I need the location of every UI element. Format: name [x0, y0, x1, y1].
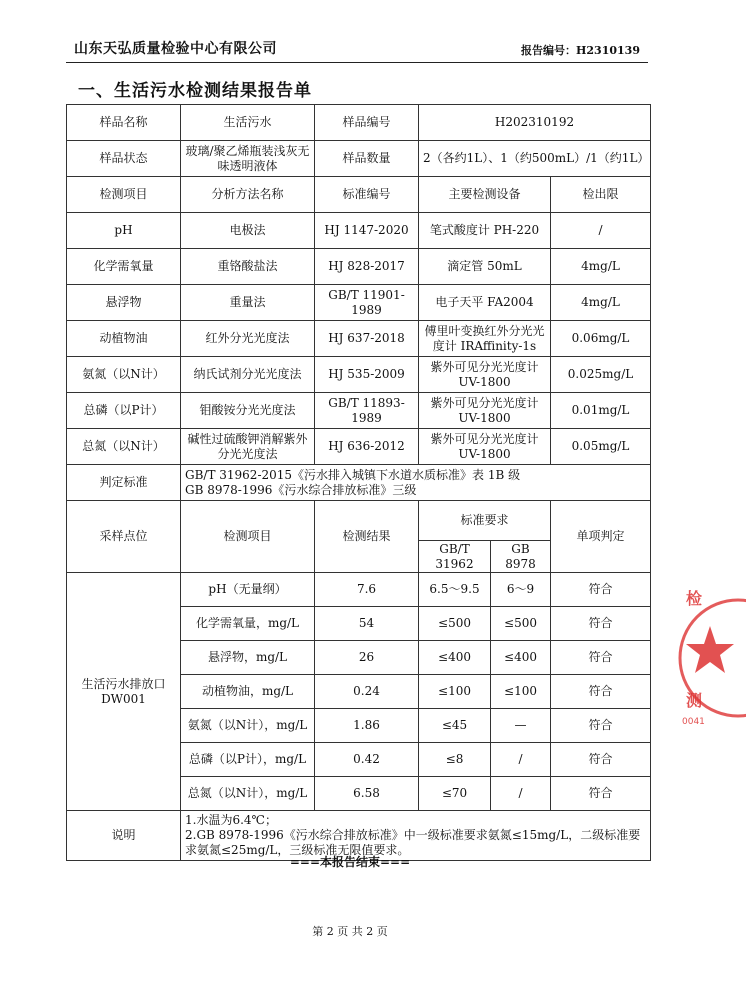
- result-verdict: 符合: [551, 675, 651, 709]
- method-name: 红外分光光度法: [181, 321, 315, 357]
- result-std2: 6～9: [491, 573, 551, 607]
- result-header-std1: GB/T 31962: [419, 541, 491, 573]
- result-item: 悬浮物，mg/L: [181, 641, 315, 675]
- result-std1: ≤500: [419, 607, 491, 641]
- result-verdict: 符合: [551, 709, 651, 743]
- method-name: 重量法: [181, 285, 315, 321]
- notes-line-1: 1.水温为6.4℃；: [185, 813, 277, 827]
- method-header-row: [67, 177, 651, 213]
- result-value: 1.86: [315, 709, 419, 743]
- result-header-result: 检测结果: [315, 501, 419, 573]
- method-limit: /: [551, 213, 651, 249]
- method-name: 碱性过硫酸钾消解紫外分光光度法: [181, 429, 315, 465]
- method-name: 纳氏试剂分光光度法: [181, 357, 315, 393]
- result-verdict: 符合: [551, 743, 651, 777]
- sampling-point: 生活污水排放口DW001: [67, 573, 181, 811]
- header-divider: [66, 62, 648, 63]
- method-equipment: 笔式酸度计 PH-220: [419, 213, 551, 249]
- sample-state-label: 样品状态: [67, 141, 181, 177]
- result-item: 氨氮（以N计），mg/L: [181, 709, 315, 743]
- result-std1: ≤400: [419, 641, 491, 675]
- result-std1: 6.5～9.5: [419, 573, 491, 607]
- result-std1: ≤8: [419, 743, 491, 777]
- result-std2: /: [491, 743, 551, 777]
- method-row: [67, 213, 651, 249]
- svg-text:0041: 0041: [682, 717, 705, 727]
- svg-text:测: 测: [686, 691, 703, 710]
- method-limit: 0.025mg/L: [551, 357, 651, 393]
- result-std1: ≤45: [419, 709, 491, 743]
- method-name: 钼酸铵分光光度法: [181, 393, 315, 429]
- method-header-standard: 标准编号: [315, 177, 419, 213]
- method-item: 悬浮物: [67, 285, 181, 321]
- method-item: 氨氮（以N计）: [67, 357, 181, 393]
- method-header-item: 检测项目: [67, 177, 181, 213]
- svg-text:检: 检: [686, 589, 703, 608]
- result-value: 54: [315, 607, 419, 641]
- inspection-seal-icon: [676, 578, 746, 738]
- method-name: 重铬酸盐法: [181, 249, 315, 285]
- method-row: [67, 321, 651, 357]
- result-value: 0.42: [315, 743, 419, 777]
- sample-state-row: [67, 141, 651, 177]
- result-value: 7.6: [315, 573, 419, 607]
- result-header-point: 采样点位: [67, 501, 181, 573]
- result-row: [67, 573, 651, 607]
- method-item: pH: [67, 213, 181, 249]
- method-limit: 4mg/L: [551, 285, 651, 321]
- method-row: [67, 429, 651, 465]
- method-equipment: 傅里叶变换红外分光光度计 IRAffinity-1s: [419, 321, 551, 357]
- sample-state-value: 玻璃/聚乙烯瓶装浅灰无味透明液体: [181, 141, 315, 177]
- result-header-requirement: 标准要求: [419, 501, 551, 541]
- sample-qty-label: 样品数量: [315, 141, 419, 177]
- section-title: 一、生活污水检测结果报告单: [78, 81, 312, 101]
- method-limit: 4mg/L: [551, 249, 651, 285]
- judgement-row: [67, 465, 651, 501]
- method-item: 化学需氧量: [67, 249, 181, 285]
- method-row: [67, 393, 651, 429]
- result-item: 动植物油，mg/L: [181, 675, 315, 709]
- method-row: [67, 357, 651, 393]
- sample-name-row: [67, 105, 651, 141]
- sample-name-label: 样品名称: [67, 105, 181, 141]
- method-standard: HJ 1147-2020: [315, 213, 419, 249]
- result-std1: ≤100: [419, 675, 491, 709]
- result-verdict: 符合: [551, 777, 651, 811]
- result-std2: ≤400: [491, 641, 551, 675]
- method-equipment: 紫外可见分光光度计 UV-1800: [419, 429, 551, 465]
- method-standard: HJ 637-2018: [315, 321, 419, 357]
- result-verdict: 符合: [551, 607, 651, 641]
- judgement-value: [181, 465, 651, 501]
- result-verdict: 符合: [551, 573, 651, 607]
- method-standard: HJ 828-2017: [315, 249, 419, 285]
- result-item: 总氮（以N计），mg/L: [181, 777, 315, 811]
- method-equipment: 滴定管 50mL: [419, 249, 551, 285]
- notes-line-2: 2.GB 8978-1996《污水综合排放标准》中一级标准要求氨氮≤15mg/L，二级标准要求氨氮≤25mg/L，三级标准无限值要求。: [185, 828, 641, 857]
- method-header-equipment: 主要检测设备: [419, 177, 551, 213]
- report-end-marker: ===本报告结束===: [289, 855, 411, 869]
- judgement-line-2: GB 8978-1996《污水综合排放标准》三级: [185, 482, 417, 497]
- method-name: 电极法: [181, 213, 315, 249]
- result-header-std2: GB 8978: [491, 541, 551, 573]
- result-verdict: 符合: [551, 641, 651, 675]
- sample-name-value: 生活污水: [181, 105, 315, 141]
- method-equipment: 紫外可见分光光度计 UV-1800: [419, 393, 551, 429]
- notes-label: 说明: [67, 811, 181, 861]
- sample-id-label: 样品编号: [315, 105, 419, 141]
- method-row: [67, 285, 651, 321]
- result-std2: ≤500: [491, 607, 551, 641]
- report-number: 报告编号：H2310139: [521, 44, 640, 57]
- method-standard: GB/T 11901-1989: [315, 285, 419, 321]
- method-header-method: 分析方法名称: [181, 177, 315, 213]
- result-std1: ≤70: [419, 777, 491, 811]
- report-table: [66, 104, 651, 861]
- method-standard: HJ 535-2009: [315, 357, 419, 393]
- method-limit: 0.06mg/L: [551, 321, 651, 357]
- sample-qty-value: 2（各约1L）、1（约500mL）/1（约1L）: [419, 141, 651, 177]
- result-item: 总磷（以P计），mg/L: [181, 743, 315, 777]
- method-standard: GB/T 11893-1989: [315, 393, 419, 429]
- method-row: [67, 249, 651, 285]
- result-header-verdict: 单项判定: [551, 501, 651, 573]
- method-item: 总氮（以N计）: [67, 429, 181, 465]
- judgement-line-1: GB/T 31962-2015《污水排入城镇下水道水质标准》表 1B 级: [185, 467, 521, 482]
- method-header-limit: 检出限: [551, 177, 651, 213]
- result-value: 0.24: [315, 675, 419, 709]
- method-equipment: 电子天平 FA2004: [419, 285, 551, 321]
- result-value: 26: [315, 641, 419, 675]
- method-limit: 0.05mg/L: [551, 429, 651, 465]
- result-item: 化学需氧量，mg/L: [181, 607, 315, 641]
- result-header-item: 检测项目: [181, 501, 315, 573]
- result-header-row: [67, 501, 651, 541]
- method-limit: 0.01mg/L: [551, 393, 651, 429]
- company-name: 山东天弘质量检验中心有限公司: [74, 41, 277, 57]
- method-equipment: 紫外可见分光光度计 UV-1800: [419, 357, 551, 393]
- result-std2: —: [491, 709, 551, 743]
- sample-id-value: H202310192: [419, 105, 651, 141]
- result-std2: ≤100: [491, 675, 551, 709]
- result-item: pH（无量纲）: [181, 573, 315, 607]
- method-item: 动植物油: [67, 321, 181, 357]
- method-item: 总磷（以P计）: [67, 393, 181, 429]
- result-std2: /: [491, 777, 551, 811]
- judgement-label: 判定标准: [67, 465, 181, 501]
- method-standard: HJ 636-2012: [315, 429, 419, 465]
- page-footer: 第 2 页 共 2 页: [312, 925, 388, 938]
- result-value: 6.58: [315, 777, 419, 811]
